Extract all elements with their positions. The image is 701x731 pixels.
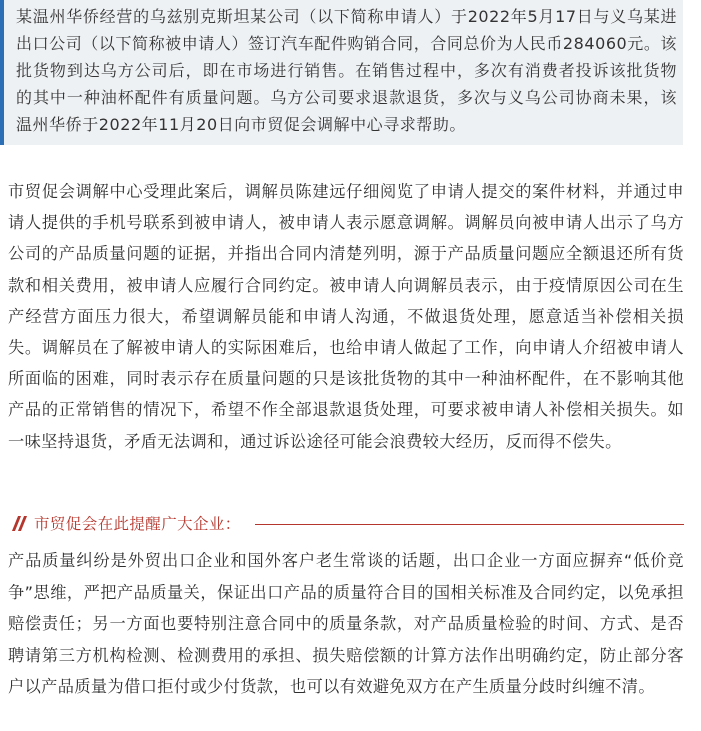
reminder-divider [255,524,684,525]
case-summary-text: 某温州华侨经营的乌兹别克斯坦某公司（以下简称申请人）于2022年5月17日与义乌某进出口公司（以下简称被申请人）签订汽车配件购销合同，合同总价为人民币284060元。该批货物到达乌方公司后，即在市场进行销售。在销售过程中，多次有消费者投诉该批货物的其中一种油杯配件有质量问题。乌方公司要求退款退货，多次与义乌公司协商未果，该温州华侨于2022年11月20日向市贸促会调解中心寻求帮助。 [16,7,677,134]
reminder-heading [6,510,684,536]
case-summary-quote [0,0,683,145]
mediation-paragraph: 市贸促会调解中心受理此案后，调解员陈建远仔细阅览了申请人提交的案件材料，并通过申请人提供的手机号联系到被申请人，被申请人表示愿意调解。调解员向被申请人出示了乌方公司的产品质量问题的证据，并指出合同内清楚列明，源于产品质量问题应全额退还所有货款和相关费用，被申请人应履行合同约定。被申请人向调解员表示，由于疫情原因公司在生产经营方面压力很大，希望调解员能和申请人沟通，不做退货处理，愿意适当补偿相关损失。调解员在了解被申请人的实际困难后，也给申请人做起了工作，向申请人介绍被申请人所面临的困难，同时表示存在质量问题的只是该批货物的其中一种油杯配件，在不影响其他产品的正常销售的情况下，希望不作全部退款退货处理，可要求被申请人补偿相关损失。如一味坚持退货，矛盾无法调和，通过诉讼途径可能会浪费较大经历，反而得不偿失。 [8,182,684,451]
advice-paragraph: 产品质量纠纷是外贸出口企业和国外客户老生常谈的话题，出口企业一方面应摒弃“低价竞争”思维，严把产品质量关，保证出口产品的质量符合目的国相关标准及合同约定，以免承担赔偿责任；另一方面也要特别注意合同中的质量条款，对产品质量检验的时间、方式、是否聘请第三方机构检测、检测费用的承担、损失赔偿额的计算方法作出明确约定，防止部分客户以产品质量为借口拒付或少付货款，也可以有效避免双方在产生质量分歧时纠缠不清。 [8,551,684,696]
double-slash-icon [6,513,32,533]
reminder-title: 市贸促会在此提醒广大企业： [34,515,241,533]
